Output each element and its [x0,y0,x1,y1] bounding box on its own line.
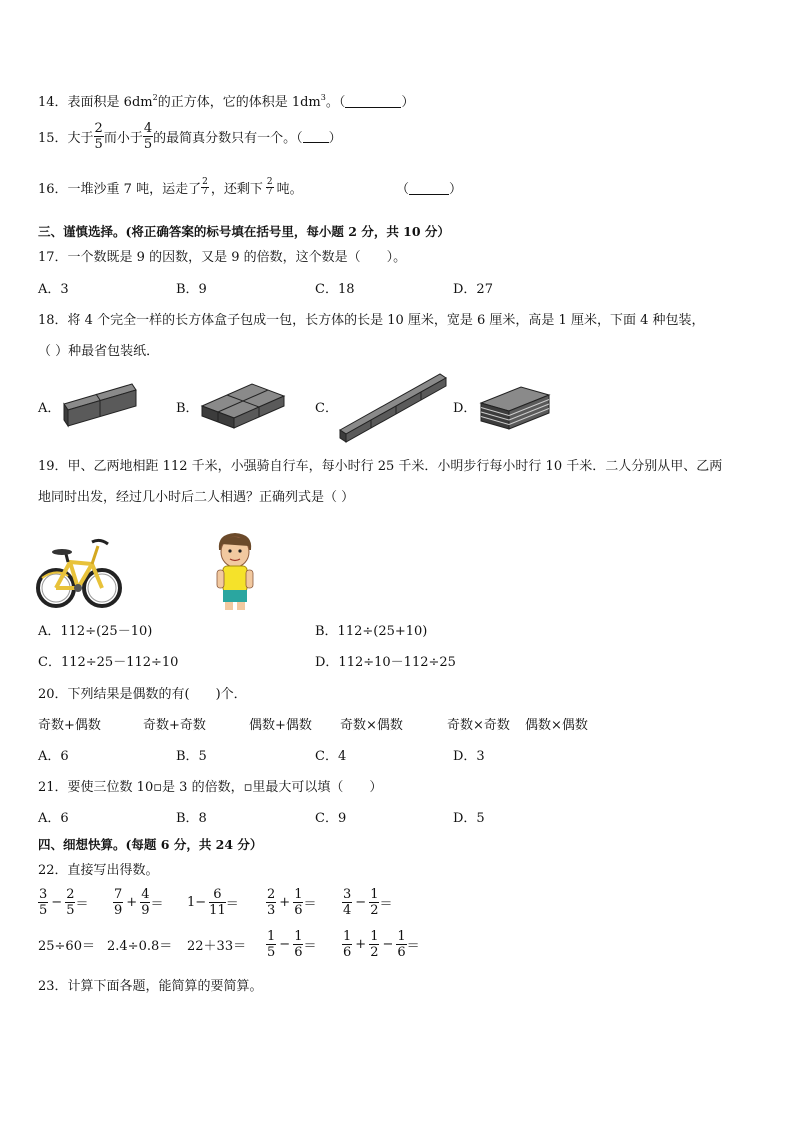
expression: 25÷60＝ [38,939,95,954]
parity-item: 奇数×偶数 [340,718,403,733]
parity-item: 奇数×奇数 [447,718,510,733]
option-b[interactable]: B．112÷(25+10) [315,624,428,639]
question-15: 15．大于 $\frac{2}{5}$ 而小于 $\frac{4}{5}$ 的最简真分数只有一个。（ ） [38,121,342,152]
fraction: $\frac{2}{5}$ [94,121,103,152]
section-heading: 三、谨慎选择。(将正确答案的标号填在括号里，每小题 2 分，共 10 分） [38,224,450,239]
expression: 22＋33＝ [187,939,247,954]
option-c[interactable]: C．4 [315,749,347,764]
option-c[interactable]: C．9 [315,811,347,826]
question-16: 16．一堆沙重 7 吨，运走了 $\frac{2}{7}$ ，还剩下 $\frac{2}{7}$ 吨。 [38,177,303,197]
box-pack-c-image [338,372,450,444]
answer-blank[interactable] [409,182,449,195]
expression: $\frac{3}{5}$ − $\frac{2}{5}$ ＝ [39,887,89,918]
question-19-line2: 地同时出发，经过几小时后二人相遇？正确列式是（ ） [38,490,355,505]
box-pack-b-image [200,380,286,432]
question-19: 19．甲、乙两地相距 112 千米，小强骑自行车，每小时行 25 千米．小明步行每小时行 10 千米．二人分别从甲、乙两 [38,459,723,474]
option-d[interactable]: D．5 [453,811,485,826]
question-20: 20．下列结果是偶数的有( )个． [38,687,247,702]
option-d[interactable]: D．3 [453,749,485,764]
expression: 1− $\frac{6}{11}$ ＝ [187,887,239,918]
fraction: $\frac{4}{5}$ [143,121,153,152]
option-a[interactable]: A．112÷(25－10) [38,624,153,639]
parity-item: 偶数×偶数 [525,718,588,733]
option-c[interactable]: C．112÷25－112÷10 [38,655,179,670]
expression: $\frac{7}{9}$ + $\frac{4}{9}$ ＝ [114,887,164,918]
option-b[interactable]: B． [176,401,199,416]
fraction: $\frac{2}{7}$ [202,177,208,197]
option-d[interactable]: D．27 [453,282,493,297]
option-a[interactable]: A．6 [38,749,69,764]
parity-item: 奇数+偶数 [38,718,101,733]
expression: $\frac{1}{5}$ − $\frac{1}{6}$ ＝ [267,929,317,960]
expression: $\frac{3}{4}$ − $\frac{1}{2}$ ＝ [343,887,393,918]
expression: 2.4÷0.8＝ [107,939,173,954]
parity-item: 偶数+偶数 [249,718,312,733]
parity-item: 奇数+奇数 [143,718,206,733]
expression: $\frac{2}{3}$ + $\frac{1}{6}$ ＝ [267,887,317,918]
fraction: $\frac{2}{7}$ [266,177,273,197]
option-d[interactable]: D．112÷10－112÷25 [315,655,456,670]
question-17: 17．一个数既是 9 的因数，又是 9 的倍数，这个数是（ ）。 [38,250,407,265]
question-18-line2: （ ）种最省包装纸． [38,344,160,359]
box-pack-a-image [62,380,138,432]
option-d[interactable]: D． [453,401,477,416]
question-18: 18．将 4 个完全一样的长方体盒子包成一包，长方体的长是 10 厘米，宽是 6 厘米，高是 1 厘米，下面 4 种包装， [38,313,705,328]
expression: $\frac{1}{6}$ + $\frac{1}{2}$ − $\frac{1}{6}$ ＝ [343,929,420,960]
answer-blank[interactable] [303,130,329,143]
boy-image [213,530,257,612]
question-22: 22．直接写出得数。 [38,863,159,878]
option-a[interactable]: A．3 [38,282,69,297]
question-16-answer: （ ） [396,182,463,197]
question-21: 21．要使三位数 10▫是 3 的倍数，▫里最大可以填（ ） [38,780,383,795]
box-pack-d-image [477,383,551,433]
option-b[interactable]: B．5 [176,749,207,764]
option-a[interactable]: A．6 [38,811,69,826]
answer-blank[interactable] [345,95,401,108]
question-14: 14．表面积是 $6dm^2$的正方体，它的体积是 $1dm^3$。（ ） [38,93,415,110]
option-a[interactable]: A． [38,401,61,416]
bicycle-image [36,532,124,612]
section-heading: 四、细想快算。(每题 6 分，共 24 分） [38,837,263,852]
option-b[interactable]: B．9 [176,282,207,297]
question-23: 23．计算下面各题，能简算的要简算。 [38,979,263,994]
option-c[interactable]: C．18 [315,282,355,297]
option-b[interactable]: B．8 [176,811,207,826]
option-c[interactable]: C． [315,401,338,416]
